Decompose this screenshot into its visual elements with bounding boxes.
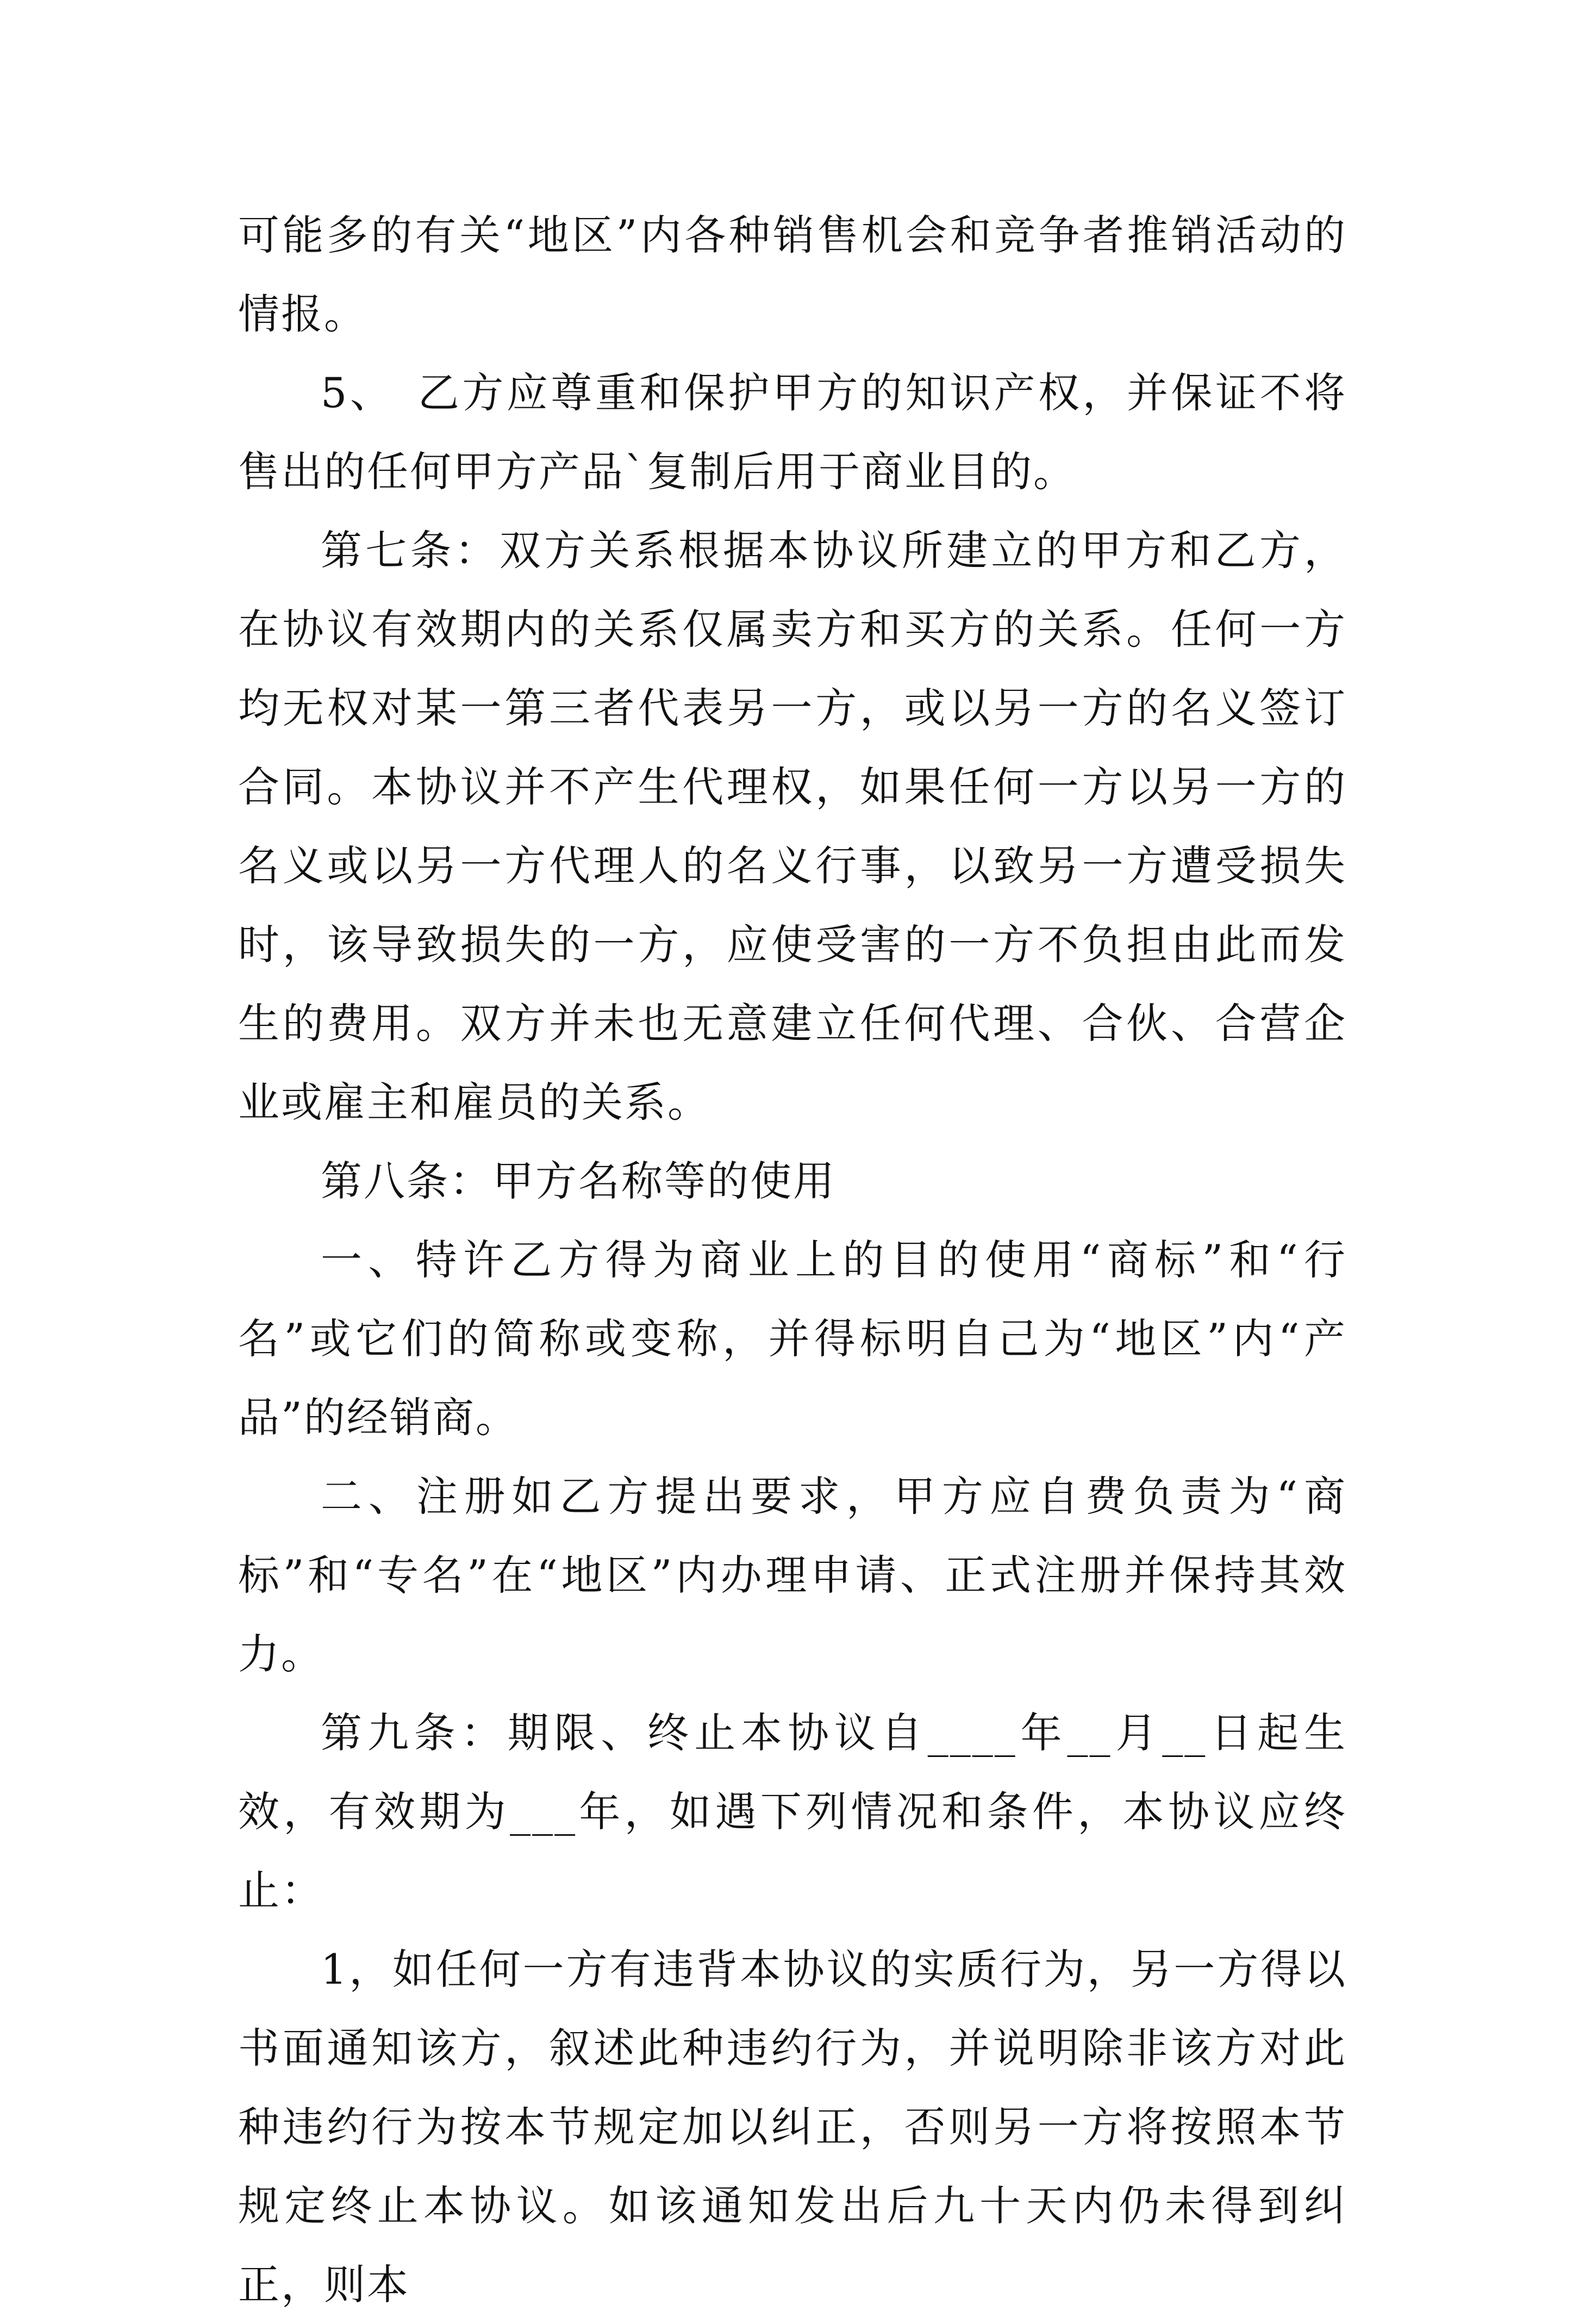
paragraph-article-9-item-1: 1，如任何一方有违背本协议的实质行为，另一方得以书面通知该方，叙述此种违约行为，并说明除非该方对此种违约行为按本节规定加以纠正，否则另一方将按照本节规定终止本协议。如该通知发出后九十天内仍未得到纠正，则本 <box>238 1945 1347 2309</box>
paragraph-article-8-heading: 第八条：甲方名称等的使用 <box>321 1157 836 1205</box>
paragraph-article-8-clause-1: 一、特许乙方得为商业上的目的使用“商标”和“行名”或它们的简称或变称，并得标明自己为“地区”内“产品”的经销商。 <box>238 1236 1347 1442</box>
paragraph-intelligence-report: 可能多的有关“地区”内各种销售机会和竞争者推销活动的情报。 <box>238 211 1347 338</box>
paragraph-article-7-relationship: 第七条：双方关系根据本协议所建立的甲方和乙方，在协议有效期内的关系仅属卖方和买方的关系。任何一方均无权对某一第三者代表另一方，或以另一方的名义签订合同。本协议并不产生代理权，如果任何一方以另一方的名义或以另一方代理人的名义行事，以致另一方遭受损失时，该导致损失的一方，应使受害的一方不负担由此而发生的费用。双方并未也无意建立任何代理、合伙、合营企业或雇主和雇员的关系。 <box>238 526 1347 1126</box>
paragraph-article-8-clause-2: 二、注册如乙方提出要求，甲方应自费负责为“商标”和“专名”在“地区”内办理申请、正式注册并保持其效力。 <box>238 1472 1347 1678</box>
paragraph-item-5-ip-protection: 5、 乙方应尊重和保护甲方的知识产权，并保证不将售出的任何甲方产品`复制后用于商业目的。 <box>238 369 1347 496</box>
paragraph-article-9-term: 第九条：期限、终止本协议自____年__月__日起生效，有效期为___年，如遇下列情况和条件，本协议应终止： <box>238 1709 1347 1915</box>
document-body <box>238 196 1347 2324</box>
